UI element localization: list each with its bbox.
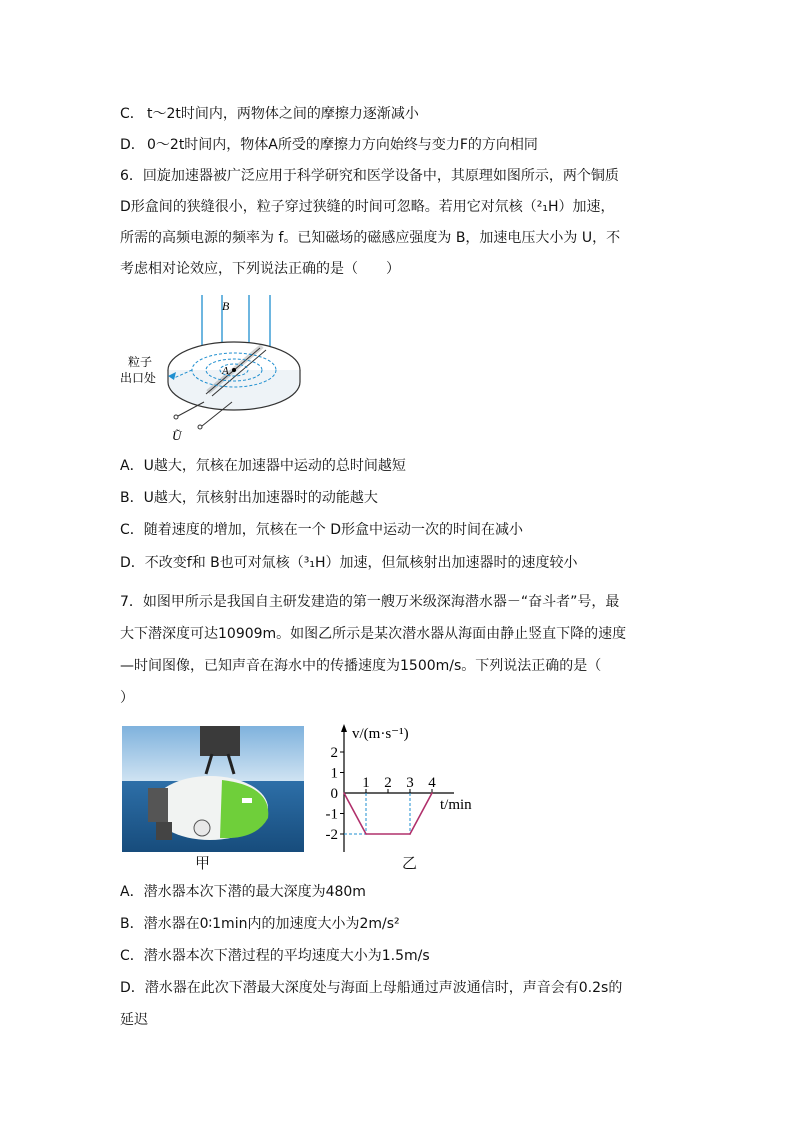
q6-option-d: D．不改变f和 B也可对氚核（³₁H）加速，但氚核射出加速器时的速度较小 xyxy=(120,555,578,571)
data-point xyxy=(431,792,433,794)
center-label: A xyxy=(222,365,229,377)
x-tick-label: 4 xyxy=(428,775,436,791)
q7-option-a: A．潜水器本次下潜的最大深度为480m xyxy=(120,884,366,900)
prev-option-d: D． xyxy=(120,137,145,153)
y-tick-label: 2 xyxy=(330,745,338,761)
data-point xyxy=(343,792,345,794)
x-tick-label: 1 xyxy=(362,775,370,791)
exit-label-2: 出口处 xyxy=(120,371,157,385)
data-point xyxy=(365,833,367,835)
q7-line-2: 大下潜深度可达10909m。如图乙所示是某次潜水器从海面由静止竖直下降的速度 xyxy=(120,626,627,642)
q6-option-a: A．U越大，氘核在加速器中运动的总时间越短 xyxy=(120,458,406,474)
q7-option-c: C．潜水器本次下潜过程的平均速度大小为1.5m/s xyxy=(120,948,430,964)
y-tick-label: -1 xyxy=(325,806,338,823)
y-axis-label: v/(m·s⁻¹) xyxy=(352,726,409,742)
prev-option-d-text: 0～2t时间内，物体A所受的摩擦力方向始终与变力F的方向相同 xyxy=(147,137,538,153)
y-axis-arrow xyxy=(341,724,347,732)
x-axis-label: t/min xyxy=(440,797,472,813)
velocity-series-line xyxy=(344,793,432,834)
q6-line-3: 所需的高频电源的频率为 f。已知磁场的磁感应强度为 B，加速电压大小为 U，不 xyxy=(120,230,621,246)
voltage-label: U͂ xyxy=(172,428,182,443)
x-tick-label: 3 xyxy=(406,775,414,791)
cyclotron-figure xyxy=(112,290,312,450)
prev-option-c: C． xyxy=(120,106,144,122)
prev-option-c-text: t～2t时间内，两物体之间的摩擦力逐渐减小 xyxy=(147,106,419,122)
q6-line-4: 考虑相对论效应，下列说法正确的是（ ） xyxy=(120,261,400,277)
q6-option-b: B．U越大，氘核射出加速器时的动能越大 xyxy=(120,490,378,506)
q7-line-1: 7．如图甲所示是我国自主研发建造的第一艘万米级深海潜水器－“奋斗者”号，最 xyxy=(120,594,620,610)
field-label: B xyxy=(222,299,230,313)
q7-option-d: D．潜水器在此次下潜最大深度处与海面上母船通过声波通信时，声音会有0.2s的 xyxy=(120,980,623,996)
y-tick-label: 1 xyxy=(330,765,338,782)
data-point xyxy=(409,833,411,835)
q7-line-3: —时间图像，已知声音在海水中的传播速度为1500m/s。下列说法正确的是（ xyxy=(120,658,602,674)
q6-line-1: 6．回旋加速器被广泛应用于科学研究和医学设备中，其原理如图所示，两个铜质 xyxy=(120,168,619,184)
graph-caption: 乙 xyxy=(402,854,418,872)
x-tick-label: 2 xyxy=(384,775,392,791)
q7-line-4: ） xyxy=(120,690,134,706)
q6-option-c: C．随着速度的增加，氘核在一个 D形盒中运动一次的时间在减小 xyxy=(120,522,524,538)
q7-option-d-cont: 延迟 xyxy=(120,1012,148,1028)
q7-option-b: B．潜水器在0∶1min内的加速度大小为2m/s² xyxy=(120,916,400,932)
submarine-photo xyxy=(122,726,304,852)
photo-caption: 甲 xyxy=(195,854,211,872)
q6-line-2: D形盒间的狭缝很小，粒子穿过狭缝的时间可忽略。若用它对氘核（²₁H）加速， xyxy=(120,199,615,215)
y-tick-label: 0 xyxy=(330,786,338,802)
exit-label-1: 粒子 xyxy=(128,355,153,369)
y-tick-label: -2 xyxy=(325,827,338,843)
velocity-time-chart xyxy=(322,720,502,858)
